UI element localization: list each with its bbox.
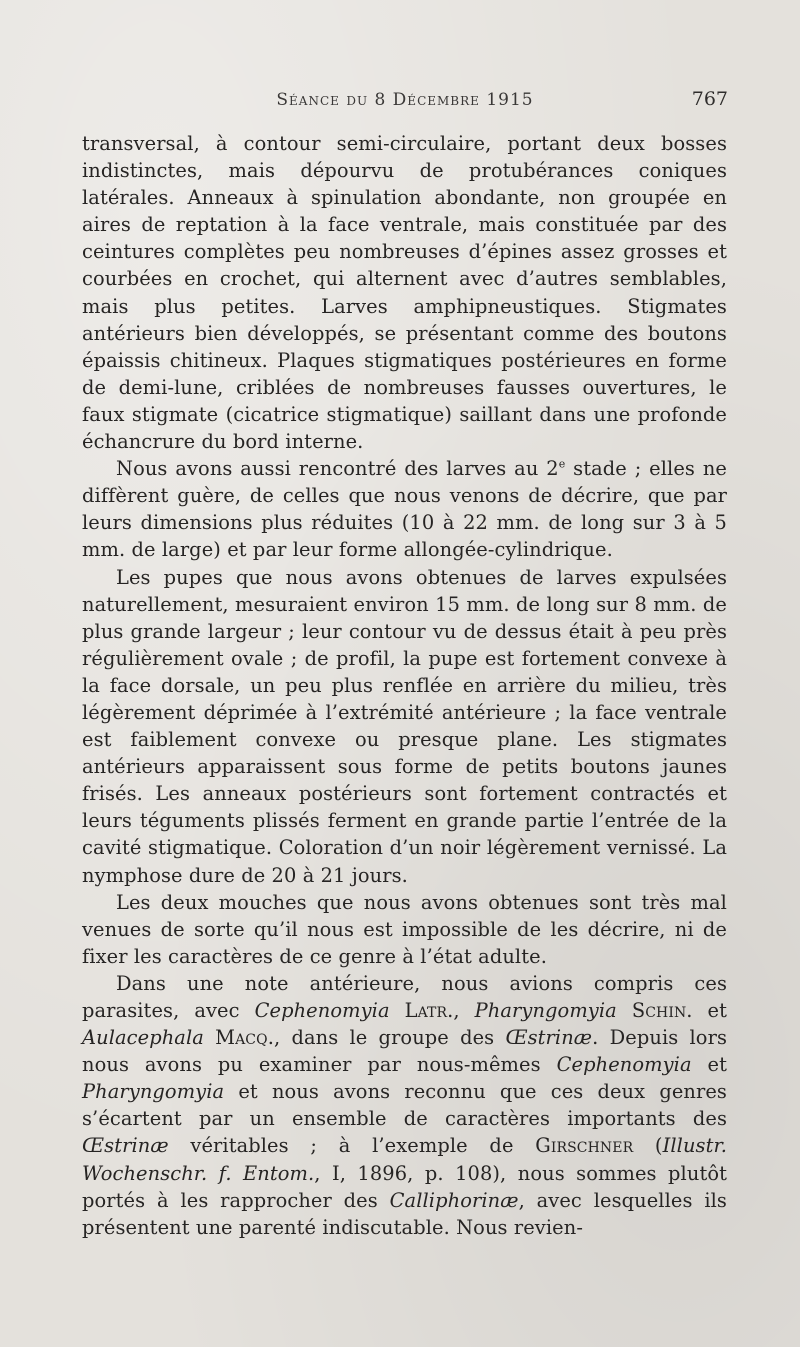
author-name: Schin. <box>631 999 693 1022</box>
p5-s11: , avec lesquelles ils présentent une parenté indiscutable. Nous revien- <box>82 1188 727 1239</box>
p2-text-b: stade ; elles ne diffèrent guère, de celles que nous venons de décrire, que par leurs dimensions plus réduites (10 à 22 mm. de long sur 3 à 5 mm. de large) et par leur forme allongée-cylindrique. <box>82 457 727 562</box>
genus-name: Pharyngomyia <box>474 999 617 1022</box>
author-name: Latr. <box>404 999 454 1022</box>
p2-text-a: Nous avons aussi rencontré des larves au 2 <box>116 457 559 481</box>
reference-title: Illustr. Wochenschr. f. Entom. <box>82 1134 727 1185</box>
p5-s8: véritables ; à l’exemple de <box>168 1134 536 1158</box>
taxon-name: Calliphorinæ <box>389 1188 519 1212</box>
p5-s4: , dans le groupe des <box>273 1026 506 1050</box>
genus-name: Pharyngomyia <box>82 1080 225 1104</box>
p5-s7: et nous avons reconnu que ces deux genres s’écartent par un ensemble de caractères importants des <box>82 1080 727 1131</box>
p5-s5: . Depuis lors nous avons pu examiner par nous-mêmes <box>82 1026 727 1077</box>
taxon-name: Œstrinæ <box>505 1026 593 1050</box>
p5-s1: Dans une note antérieure, nous avions compris ces parasites, avec <box>82 971 727 1022</box>
taxon-name: Œstrinæ <box>82 1134 169 1158</box>
p5-s9: ( <box>633 1134 663 1158</box>
genus-name: Cephenomyia <box>254 999 390 1022</box>
paragraph-classification <box>82 970 727 1241</box>
paragraph-second-stage-larvae <box>82 455 727 563</box>
p5-s3: et <box>692 999 728 1022</box>
paragraph-flies: Les deux mouches que nous avons obtenues sont très mal venues de sorte qu’il nous est impossible de les décrire, ni de fixer les caractères de ce genre à l’état adulte. <box>82 890 727 968</box>
body-text <box>82 130 727 1241</box>
p5-s6: et <box>691 1053 728 1077</box>
paragraph-larva-description: transversal, à contour semi-circulaire, portant deux bosses indistinctes, mais dépourvu de protubérances coniques latérales. Anneaux à spinulation abondante, non groupée en aires de reptation à la face ventrale, mais constituée par des ceintures complètes peu nombreuses d’épines assez grosses et courbées en crochet, qui alternent avec d’autres semblables, mais plus petites. Larves amphipneustiques. Stigmates antérieurs bien développés, se présentant comme des boutons épaissis chitineux. Plaques stigmatiques postérieures en forme de demi-lune, criblées de nombreuses fausses ouvertures, le faux stigmate (cicatrice stigmatique) saillant dans une profonde échancrure du bord interne. <box>82 132 727 454</box>
genus-name: Aulacephala <box>82 1026 204 1050</box>
p5-s2: , <box>453 999 475 1022</box>
running-head: Séance du 8 Décembre 1915 <box>276 90 534 110</box>
genus-name: Cephenomyia <box>556 1053 692 1077</box>
paragraph-pupae: Les pupes que nous avons obtenues de larves expulsées naturellement, mesuraient environ 15 mm. de long sur 8 mm. de plus grande largeur ; leur contour vu de dessus était à peu près régulièrement ovale ; de profil, la pupe est fortement convexe à la face dorsale, un peu plus renflée en arrière du milieu, très légèrement déprimée à l’extrémité antérieure ; la face ventrale est faiblement convexe ou presque plane. Les stigmates antérieurs apparaissent sous forme de petits boutons jaunes frisés. Les anneaux postérieurs sont fortement contractés et leurs téguments plissés ferment en grande partie l’entrée de la cavité stigmatique. Coloration d’un noir légèrement vernissé. La nymphose dure de 20 à 21 jours. <box>82 565 727 887</box>
page-number: 767 <box>691 88 728 110</box>
p5-s10: , I, 1896, p. 108), nous sommes plutôt portés à les rapprocher des <box>82 1161 727 1212</box>
page-header <box>82 86 728 118</box>
p2-superscript: e <box>558 457 566 471</box>
author-name: Macq. <box>215 1026 274 1050</box>
author-name: Girschner <box>535 1134 634 1158</box>
